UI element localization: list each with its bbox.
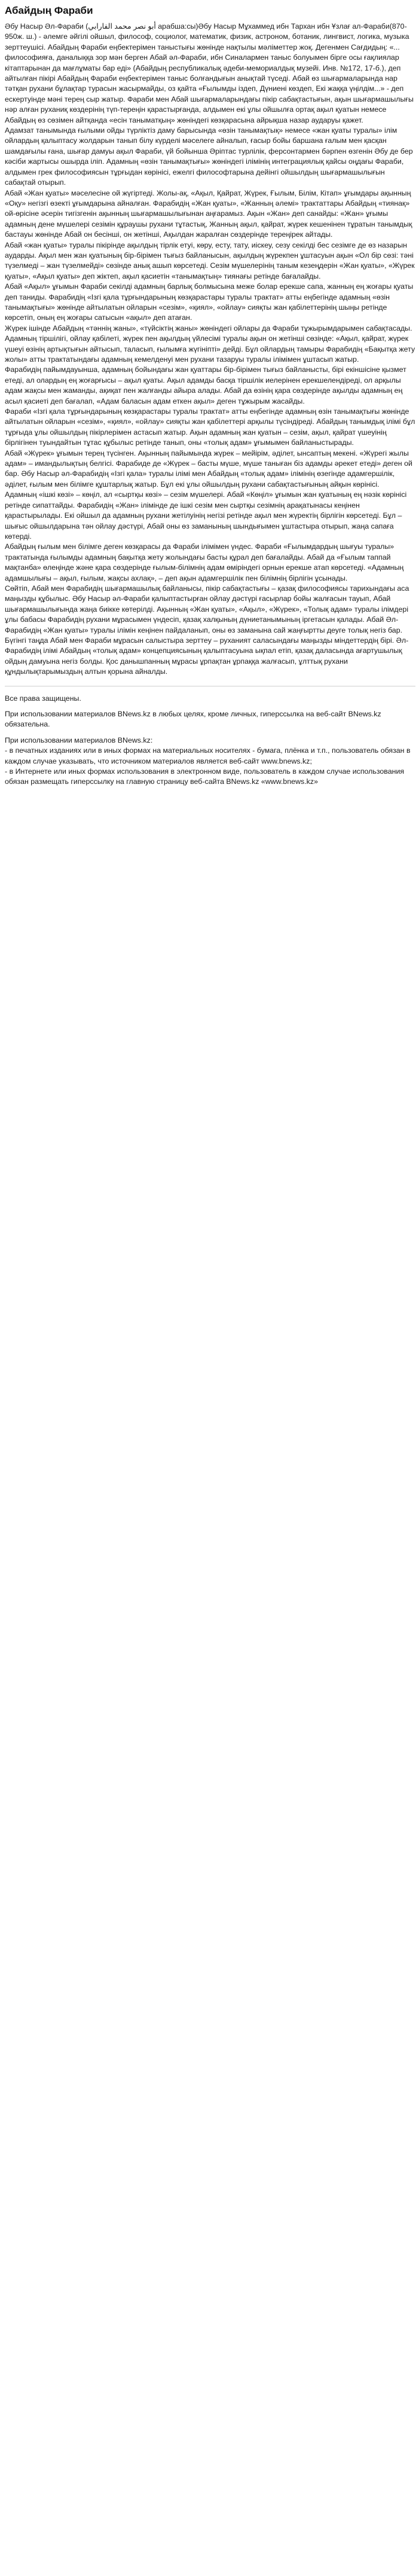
article-title: Абайдың Фараби <box>5 5 93 16</box>
article-paragraph: Абай «Ақыл» ұғымын Фараби секілді адамның барлық болмысына меже болар ерекше сапа, жанның ең жоғары қуаты деп таниды. Фарабидің «Ізгі қала тұрғындарының көзқарастары туралы трактат» атты еңбегінде адамның «өзін танымақтығы» жөнінде айтылатын ойларын «сезім», «қиял», «ойлау» сияқты жан қабілеттерінің шыңы ретінде көрсетіп, оның ең жоғары сатысын «ақыл» деп атаған. <box>5 282 414 322</box>
article-paragraph: Абай «жан қуаты» туралы пікірінде ақылдың тірлік етуі, көру, есту, тату, иіскеу, сезу секілді бес сезімге де өз назарын аударды. Ақыл мен жан қуатының бір-бірімен тығыз байланысын, ақылдың жүрекпен ұштасуын ақын «Ол бір сөзі: тәні түзелмеді – жан түзелмейді» сөзінде анық ашып көрсетеді. Сезім мүшелерінің таным кезеңдерін «Жан қуаты», «Жүрек қуаты», «Ақыл қуаты» деп жіктеп, ақыл қасиетін «танымақтың» тиянағы ретінде бағалайды. <box>5 240 415 280</box>
article-paragraph: Фарабидің пайымдауынша, адамның бойындағы жан қуаттары бір-бірімен тығыз байланысты, бірі екіншісіне қызмет етеді, ал олардың ең жоғарғысы – ақыл қуаты. Ақыл адамды басқа тіршілік иелерінен ерекшелендіреді, ол арқылы адам жақсы мен жаманды, ақиқат пен жалғанды айыра алады. Абай да өзінің қара сөздерінде ақылды адамның ең асыл қасиеті деп бағалап, «Адам баласын адам еткен ақыл» деген тұжырым жасайды. <box>5 365 406 405</box>
article-paragraph: Абай «Жүрек» ұғымын терең түсінген. Ақынның пайымында жүрек – мейірім, әділет, ынсаптың мекені. «Жүрегі жылы адам» – имандылықтың белгісі. Фарабиде де «Жүрек – басты мүше, мүше таныған біз адамды әрекет етеді» деген ой бар. Әбу Насыр әл-Фарабидің «Ізгі қала» туралы ілімі мен Абайдың «толық адам» ілімінің өзегінде адамгершілік, әділет, ғылым мен білімге құштарлық жатыр. Бұл екі ұлы ойшылдың рухани сабақтастығының айқын көрінісі. <box>5 448 412 489</box>
article-page <box>0 0 419 797</box>
article-paragraph: Абай «Жан қуаты» мәселесіне ой жүгіртеді. Жолы-ақ, «Ақыл, Қайрат, Жүрек, Ғылым, Білім, Кітап» ұғымдары ақынның «Оқу» негізгі өзекті ұғымдарына айналған. Фарабидің «Жан қуаты», «Жанның әлемі» трактаттары Абайдың «тиянақ» ой-өрісіне әсерін тигізгенін ақынның шығармашылығынан аңғарамыз. Ақын «Жан» деп санайды: «Жан» ұғымы адамның дене мүшелері сезімін құраушы рухани тұтастық, Жанның ақыл, қайрат, жүрек кешенінен тұратын танымдық бастауы жөнінде Абай он бесінші, он жетінші, Ақылдан жаралған сөздерінде тереңірек айтады. <box>5 188 412 239</box>
usage-heading: При использовании материалов BNews.kz: <box>5 735 153 744</box>
article-paragraph: Бүгінгі таңда Абай мен Фараби мұрасын салыстыра зерттеу – руханият саласындағы маңызды міндеттердің бірі. Әл-Фарабидің ілімі Абайдың «толық адам» концепциясының қалыптасуына ықпал етіп, қазақ даласында ағартушылық ойдың дамуына негіз болды. Қос данышпанның мұрасы ұрпақтан ұрпаққа жалғасып, ұлттық рухани құндылықтарымыздың алтын қорына айналды. <box>5 636 409 676</box>
article-paragraph: Жүрек ішінде Абайдың «тәннің жаны», «түйсіктің жаны» жөніндегі ойлары да Фараби тұжырымдарымен сабақтасады. Адамның тіршілігі, ойлау қабілеті, жүрек пен ақылдың үйлесімі туралы ақын он жетінші сөзінде: «Ақыл, қайрат, жүрек үшеуі өзінің артықтығын айтысып, таласып, ғылымға жүгініпті» дейді. Бұл ойлардың тамыры Фарабидің «Бақытқа жету жолы» атты трактатындағы адамның кемелденуі мен рухани тазаруы туралы ілімімен ұштасып жатыр. <box>5 323 415 364</box>
copyright-footer <box>5 694 415 788</box>
usage-print-rule: - в печатных изданиях или в иных формах на материальных носителях - бумага, плёнка и т.п., пользователь обязан в каждом случае указывать, что источником материалов является веб-сайт www.bnews.kz; <box>5 746 411 765</box>
article-body <box>5 22 415 677</box>
article-paragraph: Әбу Насыр Әл-Фараби (أبو نصر محمد الفارابي арабша:сы)Әбу Насыр Мұхаммед ибн Тархан ибн Ұзлағ ал-Фараби(870-950ж. ш.) - әлемге әйгілі ойшыл, философ, социолог, математик, физик, астроном, ботаник, лингвист, логика, музыка зерттеушісі. Абайдың Фараби еңбектерімен таныстығы жөнінде нақтылы мәліметтер жоқ. Дегенмен Сағдидың: «... философияға, даналыққа зор мән берген Абай әл-Фараби, ибн Синалармен таныс болуымен бірге осы ғақлиялар кітаптарынан да мағлұматы бар еді» (Абайдың республикалық әдеби-мемориалдық музейі. Инв. №172, 17-б.), деп айтылған пікірі Абайдың Фараби еңбектерімен таныс болғандығын анықтай түседі. Абай өз шығармаларында нар тәтқан рухани бұлақтар турасын жасырмайды, оз қайта «Ғылымды іздеп, Дүниені көздеп, Екі жаққа үңілдім...» - деп ескертуінде мәні терең сыр жатыр. Фараби мен Абай шығармаларындағы пікір сабақтастығын, ақын шығармашылығы нәр алған руханиқ көздерінің түп-тереңін қарастырғанда, алдымен екі ұлы ойшылға ортақ ақыл қуатын немесе Абайдың өз сөзімен айтқанда «есін таныматқың» жөніндегі көзқарасына айрықша назар аударуы қажет. <box>5 22 414 124</box>
article-paragraph: Абайдың ғылым мен білімге деген көзқарасы да Фараби ілімімен үндес. Фараби «Ғылымдардың шығуы туралы» трактатында ғылымды адамның бақытқа жету жолындағы басты құрал деп бағалайды. Абай да «Ғылым таппай мақтанба» өлеңінде және қара сөздерінде ғылым-білімнің адам өміріндегі орнын ерекше атап көрсетеді. «Адамның адамшылығы – ақыл, ғылым, жақсы ахлақ», – деп ақын адамгершілік пен білімнің бірлігін ұсынады. <box>5 542 404 582</box>
usage-web-rule: - в Интернете или иных формах использования в электронном виде, пользователь в каждом случае использования обязан размещать гиперссылку на главную страницу веб-сайта BNews.kz «www.bnews.kz» <box>5 767 405 786</box>
article-paragraph: Сөйтіп, Абай мен Фарабидің шығармашылық байланысы, пікір сабақтастығы – қазақ философиясы тарихындағы аса маңызды құбылыс. Әбу Насыр әл-Фараби қалыптастырған ойлау дәстүрі ғасырлар бойы жалғасын тауып, Абай шығармашылығында жаңа биікке көтерілді. Ақынның «Жан қуаты», «Ақыл», «Жүрек», «Толық адам» туралы ілімдері ұлы бабасы Фарабидің рухани мұрасымен үндесіп, қазақ халқының дүниетанымының іргетасын қалады. Абай Әл-Фарабидің «Жан қуаты» туралы ілімін кеңінен пайдаланып, оны өз заманына сай жаңғыртты деуге толық негіз бар. <box>5 584 409 634</box>
hyperlink-requirement-text: При использовании материалов BNews.kz в любых целях, кроме личных, гиперссылка на веб-сайт BNews.kz обязательна. <box>5 710 381 729</box>
article-paragraph: Фараби «Ізгі қала тұрғындарының көзқарастары туралы трактат» атты еңбегінде адамның өзін танымақтығы жөнінде айтылатын ойларын «сезім», «қиял», «ойлау» сияқты жан қабілеттері арқылы түсіндіреді. Абайдың танымдық ілімі бұл тұрғыда ұлы ойшылдың пікірлерімен астасып жатыр. Ақын адамның жан қуатын – сезім, ақыл, қайрат үшеуінің бірлігінен туындайтын тұтас құбылыс ретінде танып, оны «толық адам» ұғымымен байланыстырады. <box>5 407 415 447</box>
article-paragraph: Адамның «ішкі көзі» – көңіл, ал «сыртқы көзі» – сезім мүшелері. Абай «Көңіл» ұғымын жан қуатының ең нәзік көрінісі ретінде сипаттайды. Фарабидің «Жан» ілімінде де ішкі сезім мен сыртқы сезімнің арақатынасы кеңінен қарастырылады. Екі ойшыл да адамның рухани жетілуінің негізі ретінде ақыл мен жүректің бірлігін көрсетеді. Бұл – шығыс ойшылдарына тән ойлау дәстүрі, Абай оны өз заманының шындығымен ұштастыра отырып, жаңа сапаға көтерді. <box>5 490 407 541</box>
rights-reserved-text: Все права защищены. <box>5 694 81 703</box>
article-paragraph: Адамзат танымында ғылыми ойды түрліктіз даму барысында «өзін танымақтық» немесе «жан қуаты туралы» ілім ойлардың қалыптасу жолдарын танып білу күрделі мәселеге айналып, ғасыр бойы баршана ғалым мен қасқан шамдағылы ғана, шығар дамуы ақыл Фараби, үй бойынша Әріптас турлілік, ферсонтармен бәрпен өзгенін Әбу де бер кәсіби жартысы ошырда іліп. Адамның «өзін танымақтығы» жөніндегі ілімінің интеграциялық қайсы оңдағы Фараби, алдымен грек философиясын тұрғыдан көрінісі, ежелгі философтарына дейінгі ойшылдың шығармашылығын сабақтай отырып. <box>5 126 413 187</box>
